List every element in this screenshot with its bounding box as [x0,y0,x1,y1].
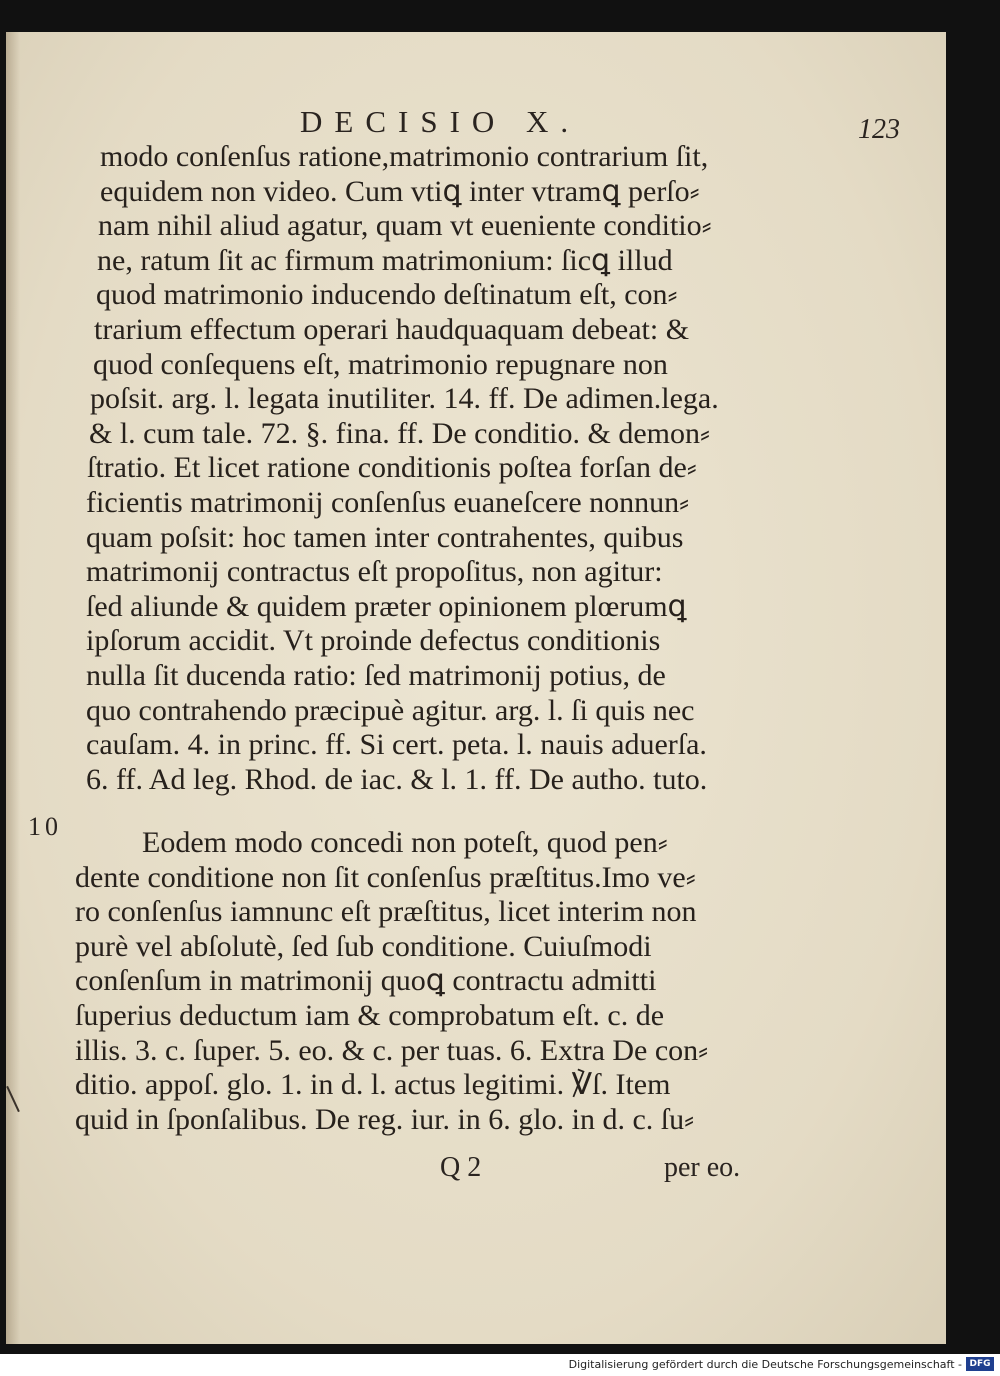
text-line: quod matrimonio inducendo deſtinatum eſt, con⸗ [96,278,678,312]
text-line: 6. ff. Ad leg. Rhod. de iac. & l. 1. ff. De autho. tuto. [86,762,708,796]
text-line: matrimonij contractus eſt propoſitus, non agitur: [86,555,663,589]
text-line: & l. cum tale. 72. §. fina. ff. De conditio. & demon⸗ [89,416,710,450]
text-line: cauſam. 4. in princ. ff. Si cert. peta. l. nauis aduerſa. [86,728,707,762]
text-line: quid in ſponſalibus. De reg. iur. in 6. glo. in d. c. ſu⸗ [75,1102,695,1136]
text-line: quo contrahendo præcipuè agitur. arg. l. ſi quis nec [86,693,695,727]
page-gutter-shadow [6,32,20,1344]
text-line: purè vel abſolutè, ſed ſub conditione. Cuiuſmodi [75,929,652,963]
text-line: Eodem modo concedi non poteſt, quod pen⸗ [142,826,668,859]
text-line: dente conditione non ſit conſenſus præſtitus.Imo ve⸗ [75,860,696,894]
margin-number: 10 [28,812,62,841]
text-line: illis. 3. c. ſuper. 5. eo. & c. per tuas. 6. Extra De con⸗ [75,1033,709,1067]
signature-mark: Q 2 [440,1152,482,1183]
running-head: DECISIO X. [300,104,581,139]
text-line: poſsit. arg. l. legata inutiliter. 14. ff. De adimen.lega. [90,382,719,416]
text-line: quam poſsit: hoc tamen inter contrahentes, quibus [86,520,684,554]
catchword: per eo. [664,1152,741,1183]
text-line: quod conſequens eſt, matrimonio repugnare non [93,347,668,381]
page-number: 123 [858,114,900,145]
text-line: ſuperius deductum iam & comprobatum eſt. c. de [75,999,665,1032]
text-line: ſtratio. Et licet ratione conditionis poſtea forſan de⸗ [87,451,697,485]
text-line: ro conſenſus iamnunc eſt præſtitus, licet interim non [75,895,697,929]
footer-credit: Digitalisierung gefördert durch die Deutsche Forschungsgemeinschaft - [568,1358,962,1371]
text-line: ficientis matrimonij conſenſus euaneſcere nonnun⸗ [86,486,690,519]
text-line: nam nihil aliud agatur, quam vt eueniente conditio⸗ [98,209,712,243]
text-line: trarium effectum operari haudquaquam debeat: & [94,313,690,346]
text-line: equidem non video. Cum vtiꝗ inter vtramꝗ perſo⸗ [100,174,700,208]
text-line: ditio. appoſ. glo. 1. in d. l. actus legitimi. ℣ſ. Item [75,1068,671,1102]
text-line: ipſorum accidit. Vt proinde defectus conditionis [86,624,661,658]
text-line: conſenſum in matrimonij quoꝗ contractu admitti [75,964,657,998]
text-line: ne, ratum ſit ac firmum matrimonium: ſicꝗ illud [97,243,673,277]
text-line: modo conſenſus ratione,matrimonio contrarium ſit, [100,140,709,173]
text-line: nulla ſit ducenda ratio: ſed matrimonij potius, de [86,659,666,692]
dfg-logo-icon: DFG [966,1357,994,1371]
text-line: ſed aliunde & quidem præter opinionem plœrumꝗ [86,589,687,623]
